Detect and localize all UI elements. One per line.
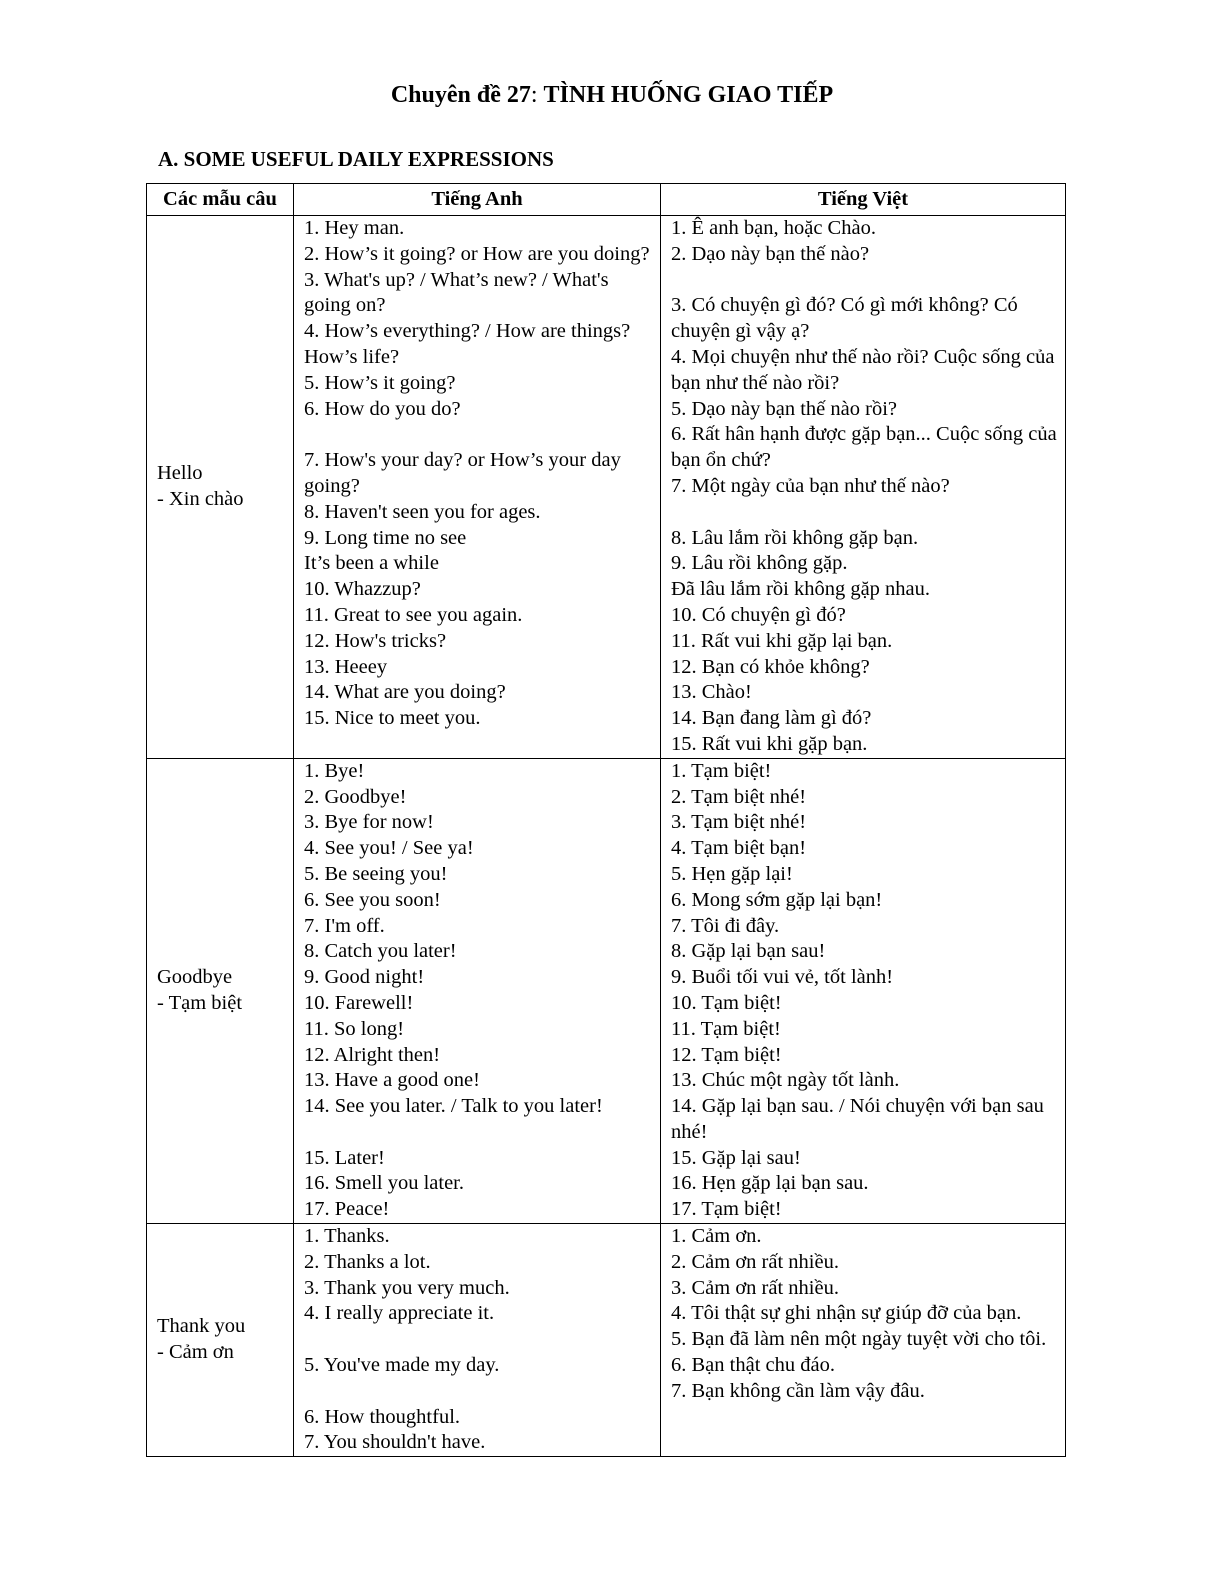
header-english: Tiếng Anh	[294, 184, 661, 216]
vietnamese-expression: 3. Cảm ơn rất nhiều.	[671, 1276, 839, 1299]
english-expression: 1. Hey man.	[304, 217, 405, 239]
english-expression: 11. So long!	[304, 1017, 405, 1040]
english-expression: 15. Nice to meet you.	[304, 707, 481, 730]
english-expression: 5. How’s it going?	[304, 371, 456, 394]
english-expression: 15. Later!	[304, 1146, 385, 1169]
english-expression: 9. Long time no see	[304, 526, 467, 549]
vietnamese-expression: 11. Rất vui khi gặp lại bạn.	[671, 629, 893, 652]
vietnamese-expressions-cell	[661, 758, 1066, 1223]
vietnamese-expression: 5. Bạn đã làm nên một ngày tuyệt vời cho tôi.	[671, 1328, 1047, 1351]
vietnamese-expression: 5. Hẹn gặp lại!	[671, 862, 793, 885]
vietnamese-expression: 15. Gặp lại sau!	[671, 1146, 801, 1169]
english-expressions-cell	[294, 758, 661, 1223]
english-expression: 7. I'm off.	[304, 914, 385, 937]
category-english: Thank you	[157, 1315, 246, 1338]
vietnamese-expression: 10. Tạm biệt!	[671, 991, 782, 1014]
vietnamese-expression: 14. Gặp lại bạn sau. / Nói chuyện với bạn sau nhé!	[671, 1095, 1044, 1143]
english-expression: 17. Peace!	[304, 1198, 390, 1221]
blank-line	[671, 268, 1065, 294]
vietnamese-expression: 16. Hẹn gặp lại bạn sau.	[671, 1172, 869, 1195]
vietnamese-expression: 15. Rất vui khi gặp bạn.	[671, 732, 868, 755]
vietnamese-expression: 1. Ê anh bạn, hoặc Chào.	[671, 217, 876, 239]
english-expression: 4. How’s everything? / How are things? How’s life?	[304, 320, 631, 368]
table-row	[147, 216, 1066, 759]
english-expression: 6. See you soon!	[304, 888, 441, 911]
english-expression: 4. I really appreciate it.	[304, 1302, 495, 1325]
english-expression: 9. Good night!	[304, 966, 425, 989]
category-vietnamese: - Cảm ơn	[157, 1341, 234, 1364]
vietnamese-expressions-cell	[661, 1224, 1066, 1457]
vietnamese-expression: 6. Rất hân hạnh được gặp bạn... Cuộc sống của bạn ổn chứ?	[671, 423, 1057, 472]
english-expressions-cell	[294, 216, 661, 759]
vietnamese-expression: 3. Tạm biệt nhé!	[671, 811, 807, 834]
vietnamese-expressions-cell	[661, 216, 1066, 759]
english-expression: It’s been a while	[304, 552, 439, 575]
english-expression: 10. Whazzup?	[304, 578, 421, 601]
vietnamese-expression: 7. Bạn không cần làm vậy đâu.	[671, 1379, 925, 1402]
vietnamese-expression: 4. Mọi chuyện như thế nào rồi? Cuộc sống của bạn như thế nào rồi?	[671, 345, 1055, 394]
vietnamese-expression: 7. Tôi đi đây.	[671, 914, 780, 937]
vietnamese-expression: 2. Dạo này bạn thế nào?	[671, 242, 870, 265]
vietnamese-expression: 6. Bạn thật chu đáo.	[671, 1354, 835, 1377]
english-expression: 8. Catch you later!	[304, 940, 457, 963]
page-title	[0, 80, 1224, 110]
english-expression: 16. Smell you later.	[304, 1172, 464, 1195]
blank-line	[304, 1379, 660, 1405]
english-expressions-cell	[294, 1224, 661, 1457]
english-expression: 8. Haven't seen you for ages.	[304, 500, 541, 523]
english-expression: 5. You've made my day.	[304, 1354, 500, 1377]
english-expression: 2. How’s it going? or How are you doing?	[304, 242, 650, 265]
english-expression: 6. How do you do?	[304, 397, 461, 420]
vietnamese-expression: Đã lâu lắm rồi không gặp nhau.	[671, 578, 931, 601]
vietnamese-expression: 3. Có chuyện gì đó? Có gì mới không? Có chuyện gì vậy ạ?	[671, 294, 1018, 343]
blank-line	[671, 500, 1065, 526]
expressions-table	[146, 183, 1066, 1457]
english-expression: 13. Heeey	[304, 655, 388, 678]
title-main: TÌNH HUỐNG GIAO TIẾP	[543, 82, 834, 108]
vietnamese-expression: 5. Dạo này bạn thế nào rồi?	[671, 397, 897, 420]
english-expression: 12. How's tricks?	[304, 629, 447, 652]
category-english: Hello	[157, 462, 203, 485]
table-header-row	[147, 184, 1066, 216]
english-expression: 7. How's your day? or How’s your day going?	[304, 449, 621, 497]
english-expression: 2. Thanks a lot.	[304, 1250, 431, 1273]
header-patterns: Các mẫu câu	[147, 184, 294, 216]
blank-line	[304, 1327, 660, 1353]
english-expression: 6. How thoughtful.	[304, 1405, 461, 1428]
english-expression: 3. Thank you very much.	[304, 1276, 510, 1299]
english-expression: 14. See you later. / Talk to you later!	[304, 1095, 603, 1118]
vietnamese-expression: 2. Cảm ơn rất nhiều.	[671, 1250, 839, 1273]
vietnamese-expression: 2. Tạm biệt nhé!	[671, 785, 807, 808]
category-vietnamese: - Xin chào	[157, 487, 244, 510]
english-expression: 4. See you! / See ya!	[304, 837, 474, 860]
blank-line	[304, 1120, 660, 1146]
vietnamese-expression: 9. Lâu rồi không gặp.	[671, 552, 848, 575]
vietnamese-expression: 11. Tạm biệt!	[671, 1017, 781, 1040]
row-category	[147, 758, 294, 1223]
vietnamese-expression: 7. Một ngày của bạn như thế nào?	[671, 474, 950, 497]
english-expression: 12. Alright then!	[304, 1043, 441, 1066]
vietnamese-expression: 12. Tạm biệt!	[671, 1043, 782, 1066]
title-prefix: Chuyên đề 27	[390, 82, 531, 108]
english-expression: 10. Farewell!	[304, 991, 414, 1014]
vietnamese-expression: 17. Tạm biệt!	[671, 1198, 782, 1221]
vietnamese-expression: 1. Tạm biệt!	[671, 759, 772, 782]
title-separator: :	[530, 82, 544, 108]
category-english: Goodbye	[157, 966, 233, 989]
vietnamese-expression: 12. Bạn có khỏe không?	[671, 655, 870, 678]
category-vietnamese: - Tạm biệt	[157, 991, 243, 1014]
section-heading: A. SOME USEFUL DAILY EXPRESSIONS	[158, 147, 554, 171]
row-category	[147, 1224, 294, 1457]
vietnamese-expression: 8. Lâu lắm rồi không gặp bạn.	[671, 526, 919, 549]
vietnamese-expression: 9. Buổi tối vui vẻ, tốt lành!	[671, 966, 894, 989]
vietnamese-expression: 13. Chúc một ngày tốt lành.	[671, 1069, 900, 1092]
vietnamese-expression: 14. Bạn đang làm gì đó?	[671, 707, 872, 730]
english-expression: 13. Have a good one!	[304, 1069, 480, 1092]
vietnamese-expression: 4. Tôi thật sự ghi nhận sự giúp đỡ của bạn.	[671, 1302, 1022, 1325]
vietnamese-expression: 10. Có chuyện gì đó?	[671, 603, 846, 626]
english-expression: 1. Thanks.	[304, 1225, 390, 1248]
english-expression: 1. Bye!	[304, 759, 365, 782]
english-expression: 5. Be seeing you!	[304, 862, 448, 885]
english-expression: 7. You shouldn't have.	[304, 1431, 486, 1454]
row-category	[147, 216, 294, 759]
english-expression: 2. Goodbye!	[304, 785, 407, 808]
header-vietnamese: Tiếng Việt	[661, 184, 1066, 216]
vietnamese-expression: 4. Tạm biệt bạn!	[671, 837, 807, 860]
table-row	[147, 1224, 1066, 1457]
english-expression: 11. Great to see you again.	[304, 603, 523, 626]
vietnamese-expression: 1. Cảm ơn.	[671, 1225, 762, 1248]
english-expression: 14. What are you doing?	[304, 681, 506, 704]
english-expression: 3. Bye for now!	[304, 811, 434, 834]
vietnamese-expression: 6. Mong sớm gặp lại bạn!	[671, 888, 883, 911]
table-row	[147, 758, 1066, 1223]
vietnamese-expression: 13. Chào!	[671, 681, 752, 704]
english-expression: 3. What's up? / What’s new? / What's going on?	[304, 268, 609, 317]
blank-line	[304, 422, 660, 448]
vietnamese-expression: 8. Gặp lại bạn sau!	[671, 940, 826, 963]
